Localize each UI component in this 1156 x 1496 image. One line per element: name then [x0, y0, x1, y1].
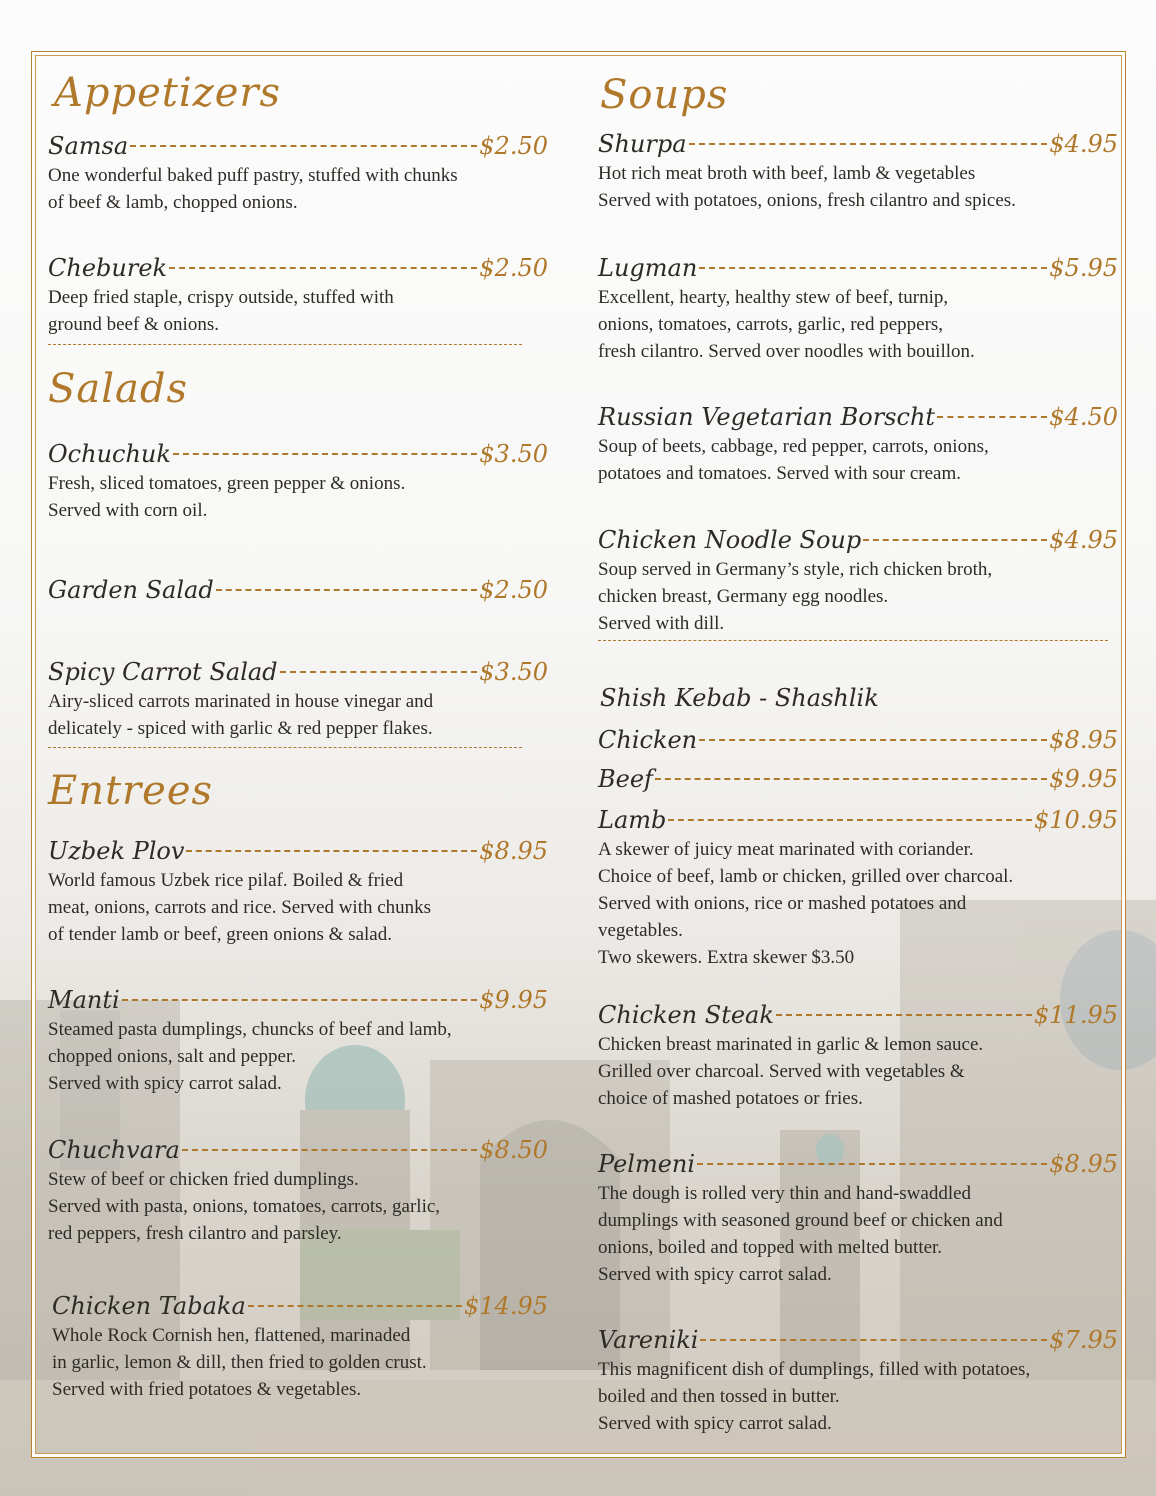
- menu-item-spicy-carrot-salad: [48, 658, 548, 742]
- leader-dots: [173, 453, 477, 455]
- menu-item-shurpa: [598, 130, 1118, 214]
- item-description: One wonderful baked puff pastry, stuffed with chunks of beef & lamb, chopped onions.: [48, 165, 458, 213]
- menu-item-kebab-lamb: [598, 806, 1118, 971]
- leader-dots: [169, 267, 477, 269]
- item-description: Steamed pasta dumplings, chuncks of beef and lamb, chopped onions, salt and pepper. Served with spicy carrot salad.: [48, 1019, 452, 1094]
- item-name: Beef: [598, 765, 653, 793]
- section-title-soups: Soups: [600, 72, 729, 118]
- leader-dots: [655, 778, 1047, 780]
- leader-dots: [776, 1014, 1032, 1016]
- leader-dots: [700, 1339, 1047, 1341]
- item-description: Fresh, sliced tomatoes, green pepper & onions. Served with corn oil.: [48, 473, 406, 521]
- leader-dots: [130, 145, 477, 147]
- item-price: $8.50: [479, 1136, 548, 1164]
- leader-dots: [937, 416, 1047, 418]
- item-name: Russian Vegetarian Borscht: [598, 403, 936, 431]
- item-description: World famous Uzbek rice pilaf. Boiled & fried meat, onions, carrots and rice. Served with chunks of tender lamb or beef, green onions & salad.: [48, 870, 432, 945]
- item-description: Chicken breast marinated in garlic & lemon sauce. Grilled over charcoal. Served with vegetables & choice of mashed potatoes or fries.: [598, 1034, 984, 1109]
- item-price: $14.95: [464, 1292, 548, 1320]
- item-price: $4.95: [1049, 130, 1118, 158]
- leader-dots: [216, 589, 478, 591]
- item-name: Chicken Noodle Soup: [598, 526, 862, 554]
- item-price: $2.50: [479, 254, 548, 282]
- leader-dots: [280, 671, 478, 673]
- item-price: $4.95: [1049, 526, 1118, 554]
- item-price: $8.95: [479, 837, 548, 865]
- item-name: Garden Salad: [48, 576, 214, 604]
- item-price: $9.95: [1049, 765, 1118, 793]
- item-description: Deep fried staple, crispy outside, stuffed with ground beef & onions.: [48, 287, 394, 335]
- item-description: A skewer of juicy meat marinated with coriander. Choice of beef, lamb or chicken, grilled over charcoal. Served with onions, rice or mashed potatoes and vegetables. Two skewers. Extra skewer $3.50: [598, 839, 1014, 968]
- leader-dots: [863, 539, 1047, 541]
- item-price: $11.95: [1034, 1001, 1118, 1029]
- menu-item-samsa: [48, 132, 548, 216]
- item-name: Shurpa: [598, 130, 687, 158]
- item-description: The dough is rolled very thin and hand-swaddled dumplings with seasoned ground beef or chicken and onions, boiled and topped with melted butter. Served with spicy carrot salad.: [598, 1183, 1003, 1285]
- item-description: Stew of beef or chicken fried dumplings. Served with pasta, onions, tomatoes, carrots, garlic, red peppers, fresh cilantro and parsley.: [48, 1169, 441, 1244]
- menu-item-ochuchuk: [48, 440, 548, 524]
- item-description: Airy-sliced carrots marinated in house vinegar and delicately - spiced with garlic & red pepper flakes.: [48, 691, 434, 739]
- item-name: Chicken Steak: [598, 1001, 774, 1029]
- item-name: Manti: [48, 986, 120, 1014]
- item-description: Whole Rock Cornish hen, flattened, marinaded in garlic, lemon & dill, then fried to golden crust. Served with fried potatoes & vegetables.: [52, 1325, 427, 1400]
- menu-item-lugman: [598, 254, 1118, 365]
- item-name: Lamb: [598, 806, 667, 834]
- section-title-appetizers: Appetizers: [54, 70, 282, 116]
- item-description: Hot rich meat broth with beef, lamb & vegetables Served with potatoes, onions, fresh cilantro and spices.: [598, 163, 1016, 211]
- menu-item-chicken-tabaka: [52, 1292, 548, 1403]
- leader-dots: [668, 819, 1032, 821]
- item-price: $7.95: [1049, 1326, 1118, 1354]
- section-title-entrees: Entrees: [48, 768, 214, 814]
- menu-item-chicken-steak: [598, 1001, 1118, 1112]
- menu-item-uzbek-plov: [48, 837, 548, 948]
- menu-item-kebab-chicken: [598, 726, 1118, 756]
- menu-item-chicken-noodle-soup: [598, 526, 1118, 637]
- item-price: $9.95: [479, 986, 548, 1014]
- leader-dots: [248, 1305, 462, 1307]
- item-name: Ochuchuk: [48, 440, 171, 468]
- item-price: $8.95: [1049, 1150, 1118, 1178]
- item-price: $4.50: [1049, 403, 1118, 431]
- menu-item-cheburek: [48, 254, 548, 338]
- item-name: Chicken Tabaka: [52, 1292, 246, 1320]
- item-name: Lugman: [598, 254, 698, 282]
- menu-item-pelmeni: [598, 1150, 1118, 1288]
- section-divider: [48, 344, 522, 345]
- menu-item-kebab-beef: [598, 765, 1118, 795]
- item-name: Pelmeni: [598, 1150, 696, 1178]
- item-price: $5.95: [1049, 254, 1118, 282]
- leader-dots: [182, 1149, 477, 1151]
- leader-dots: [689, 143, 1048, 145]
- section-title-shish-kebab: Shish Kebab - Shashlik: [600, 684, 879, 712]
- menu-item-garden-salad: [48, 576, 548, 606]
- item-description: Soup served in Germany’s style, rich chicken broth, chicken breast, Germany egg noodles. Served with dill.: [598, 559, 993, 634]
- item-description: This magnificent dish of dumplings, filled with potatoes, boiled and then tossed in butter. Served with spicy carrot salad.: [598, 1359, 1031, 1434]
- item-description: Soup of beets, cabbage, red pepper, carrots, onions, potatoes and tomatoes. Served with sour cream.: [598, 436, 989, 484]
- item-name: Chicken: [598, 726, 698, 754]
- item-name: Vareniki: [598, 1326, 699, 1354]
- item-name: Spicy Carrot Salad: [48, 658, 278, 686]
- leader-dots: [697, 1163, 1047, 1165]
- section-title-salads: Salads: [48, 366, 189, 412]
- menu-item-russian-borscht: [598, 403, 1118, 487]
- item-price: $2.50: [479, 132, 548, 160]
- leader-dots: [122, 999, 478, 1001]
- section-divider: [48, 747, 522, 748]
- item-price: $3.50: [479, 440, 548, 468]
- item-price: $8.95: [1049, 726, 1118, 754]
- item-price: $10.95: [1034, 806, 1118, 834]
- item-price: $2.50: [479, 576, 548, 604]
- item-description: Excellent, hearty, healthy stew of beef, turnip, onions, tomatoes, carrots, garlic, red peppers, fresh cilantro. Served over noodles with bouillon.: [598, 287, 975, 362]
- leader-dots: [186, 850, 477, 852]
- item-price: $3.50: [479, 658, 548, 686]
- item-name: Chuchvara: [48, 1136, 180, 1164]
- section-divider: [598, 640, 1108, 641]
- menu-item-vareniki: [598, 1326, 1118, 1437]
- menu-item-manti: [48, 986, 548, 1097]
- item-name: Samsa: [48, 132, 129, 160]
- menu-item-chuchvara: [48, 1136, 548, 1247]
- leader-dots: [699, 739, 1047, 741]
- leader-dots: [699, 267, 1047, 269]
- item-name: Uzbek Plov: [48, 837, 185, 865]
- item-name: Cheburek: [48, 254, 168, 282]
